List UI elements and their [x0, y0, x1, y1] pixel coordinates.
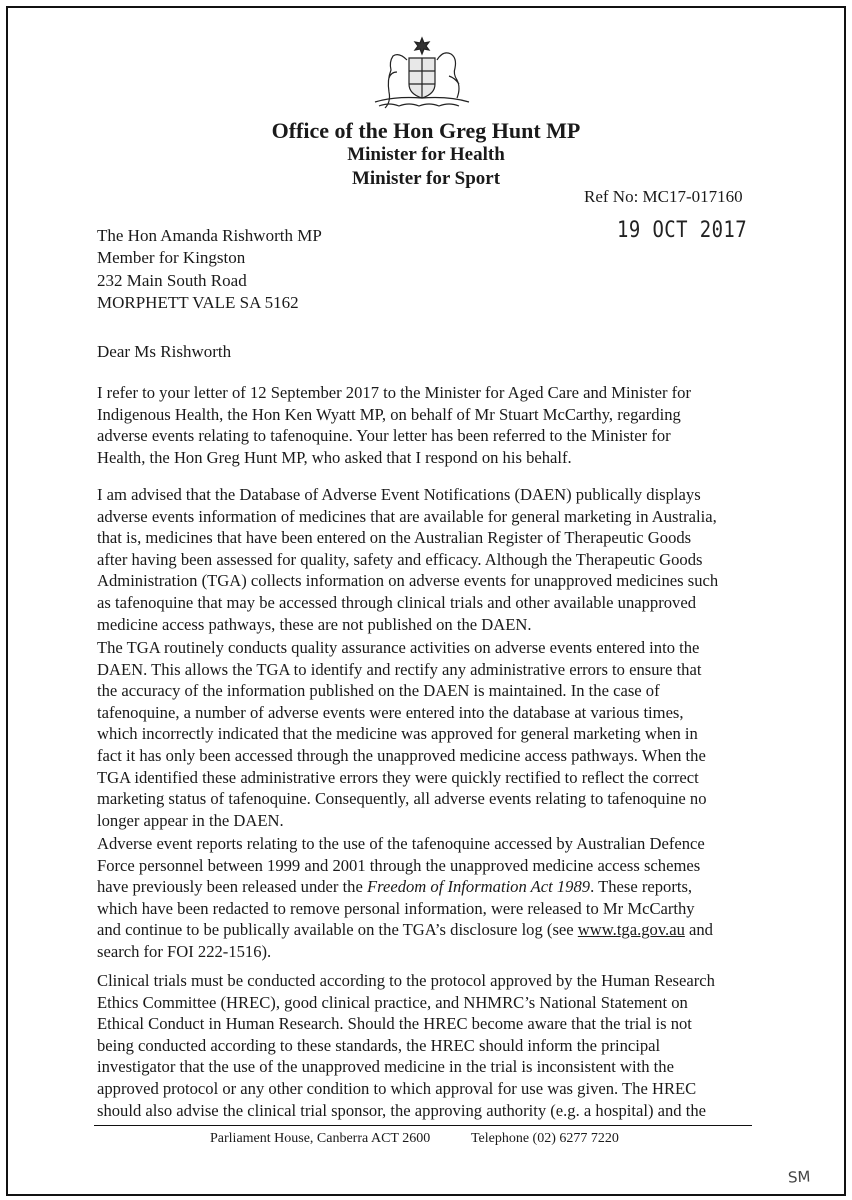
paragraph-line: adverse events information of medicines that are available for general marketing in Australia, — [97, 506, 717, 526]
paragraph-line: Adverse event reports relating to the use of the tafenoquine accessed by Australian Defence — [97, 834, 705, 853]
text-fragment: have previously been released under the — [97, 877, 367, 897]
date-stamp: 19 OCT 2017 — [617, 218, 748, 243]
paragraph-line: being conducted according to these standards, the HREC should inform the principal — [97, 1035, 661, 1055]
minister-title-sport: Minister for Sport — [351, 168, 501, 189]
paragraph-3 — [97, 637, 757, 831]
paragraph-line: I refer to your letter of 12 September 2017 to the Minister for Aged Care and Minister for — [97, 383, 691, 402]
paragraph-line: after having been assessed for quality, safety and efficacy. Although the Therapeutic Goods — [97, 549, 703, 569]
paragraph-line: the accuracy of the information published on the DAEN is maintained. In the case of — [97, 681, 660, 701]
paragraph-line: Indigenous Health, the Hon Ken Wyatt MP, on behalf of Mr Stuart McCarthy, regarding — [97, 404, 681, 424]
paragraph-line: medicine access pathways, these are not published on the DAEN. — [97, 614, 532, 634]
salutation: Dear Ms Rishworth — [97, 342, 232, 361]
text-fragment: . These reports, — [590, 877, 693, 897]
footer-divider — [94, 1125, 752, 1126]
act-title: Freedom of Information Act 1989 — [367, 877, 591, 897]
recipient-street: 232 Main South Road — [97, 270, 247, 290]
paragraph-line: search for FOI 222-1516). — [97, 941, 272, 961]
recipient-role: Member for Kingston — [97, 248, 246, 268]
reference-number: Ref No: MC17-017160 — [584, 187, 743, 206]
paragraph-line: I am advised that the Database of Adverse Event Notifications (DAEN) publically displays — [97, 485, 701, 504]
handwritten-initials: SM — [787, 1167, 811, 1187]
paragraph-2 — [97, 484, 757, 635]
paragraph-line: which incorrectly indicated that the medicine was approved for general marketing when in — [97, 724, 698, 744]
paragraph-1 — [97, 382, 757, 468]
paragraph-line: Administration (TGA) collects information on adverse events for unapproved medicines such — [97, 571, 719, 591]
paragraph-line: Ethical Conduct in Human Research. Should the HREC become aware that the trial is not — [97, 1014, 692, 1034]
recipient-locality: MORPHETT VALE SA 5162 — [97, 292, 299, 312]
recipient-address — [97, 225, 322, 314]
paragraph-line: Ethics Committee (HREC), good clinical practice, and NHMRC’s National Statement on — [97, 992, 688, 1012]
paragraph-line: adverse events relating to tafenoquine. Your letter has been referred to the Minister for — [97, 426, 671, 446]
coat-of-arms-icon — [367, 36, 477, 116]
tga-website-link[interactable]: www.tga.gov.au — [577, 920, 685, 940]
paragraph-line — [97, 919, 757, 941]
paragraph-line: tafenoquine, a number of adverse events were entered into the database at various times, — [97, 702, 684, 722]
paragraph-line: which have been redacted to remove personal information, were released to Mr McCarthy — [97, 898, 695, 918]
text-fragment: and — [684, 920, 713, 940]
paragraph-line: approved protocol or any other condition to which approval for use was given. The HREC — [97, 1078, 697, 1098]
paragraph-line: The TGA routinely conducts quality assurance activities on adverse events entered into the — [97, 638, 700, 657]
paragraph-4 — [97, 833, 757, 963]
text-fragment: and continue to be publically available on the TGA’s disclosure log (see — [97, 920, 578, 940]
paragraph-line: TGA identified these administrative errors they were quickly rectified to reflect the correct — [97, 767, 699, 787]
paragraph-line: fact it has only been accessed through the unapproved medicine access pathways. When the — [97, 745, 706, 765]
footer-telephone: Telephone (02) 6277 7220 — [470, 1131, 619, 1146]
paragraph-line: DAEN. This allows the TGA to identify and rectify any administrative errors to ensure that — [97, 659, 702, 679]
paragraph-line: marketing status of tafenoquine. Consequently, all adverse events relating to tafenoquine no — [97, 789, 707, 809]
paragraph-line: Clinical trials must be conducted according to the protocol approved by the Human Research — [97, 971, 715, 990]
footer-address: Parliament House, Canberra ACT 2600 — [210, 1131, 431, 1146]
paragraph-line: investigator that the use of the unapproved medicine in the trial is inconsistent with the — [97, 1057, 674, 1077]
paragraph-line: Health, the Hon Greg Hunt MP, who asked that I respond on his behalf. — [97, 447, 572, 467]
paragraph-line: should also advise the clinical trial sponsor, the approving authority (e.g. a hospital) and the — [97, 1100, 707, 1120]
paragraph-5 — [97, 970, 757, 1121]
minister-title-health: Minister for Health — [347, 144, 505, 165]
paragraph-line: as tafenoquine that may be accessed through clinical trials and other available unapproved — [97, 592, 696, 612]
paragraph-line: Force personnel between 1999 and 2001 through the unapproved medicine access schemes — [97, 855, 701, 875]
paragraph-line: longer appear in the DAEN. — [97, 810, 284, 830]
paragraph-line — [97, 876, 757, 898]
recipient-name: The Hon Amanda Rishworth MP — [97, 226, 322, 245]
paragraph-line: that is, medicines that have been entered on the Australian Register of Therapeutic Goods — [97, 528, 692, 548]
footer — [210, 1131, 619, 1147]
office-name: Office of the Hon Greg Hunt MP — [271, 118, 581, 143]
